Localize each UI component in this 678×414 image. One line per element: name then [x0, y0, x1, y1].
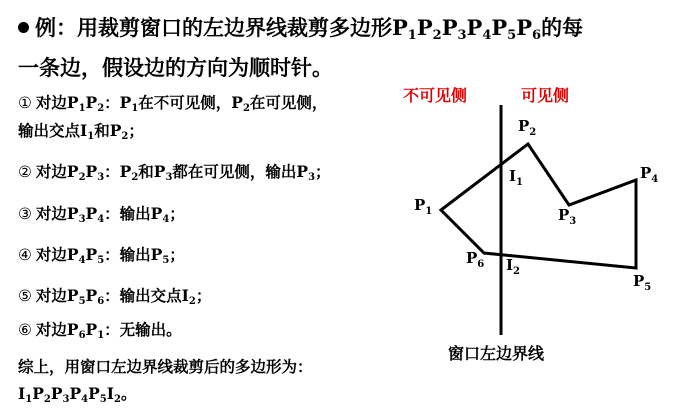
item-5: ⑤ 对边$P_5P_6$：输出交点$I_2$； [18, 286, 212, 307]
visible-side-label: 可见侧 [521, 86, 570, 105]
item-2: ② 对边$P_2P_3$：$P_2$和$P_3$都在可见侧，输出$P_3$； [18, 162, 331, 183]
item-6: ⑥ 对边$P_6P_1$：无输出。 [18, 320, 182, 341]
title-line-1: 例：用裁剪窗口的左边界线裁剪多边形$P_1P_2P_3P_4P_5P_6$的每 [35, 15, 584, 43]
label-p4: $P_4$ [640, 164, 659, 185]
label-p1: $P_1$ [414, 196, 433, 217]
label-p2: $P_2$ [518, 117, 537, 138]
label-p3: $P_3$ [558, 206, 577, 227]
label-p5: $P_5$ [633, 272, 652, 293]
label-i2: $I_2$ [506, 256, 520, 277]
item-4: ④ 对边$P_4P_5$：输出$P_5$； [18, 245, 185, 266]
label-p6: $P_6$ [466, 249, 485, 270]
item-1a: ① 对边$P_1P_2$：$P_1$在不可见侧，$P_2$在可见侧， [18, 93, 328, 114]
item-3: ③ 对边$P_3P_4$：输出$P_4$； [18, 204, 185, 225]
item-1b: 输出交点$I_1$和$P_2$； [18, 121, 144, 142]
invisible-side-label: 不可见侧 [403, 86, 468, 105]
summary-result: $I_1P_2P_3P_4P_5I_2$。 [18, 384, 137, 405]
boundary-caption: 窗口左边界线 [448, 344, 545, 363]
title-line-2: 一条边，假设边的方向为顺时针。 [18, 55, 333, 80]
summary-line: 综上，用窗口左边界线裁剪后的多边形为： [18, 357, 313, 376]
label-i1: $I_1$ [509, 167, 523, 188]
